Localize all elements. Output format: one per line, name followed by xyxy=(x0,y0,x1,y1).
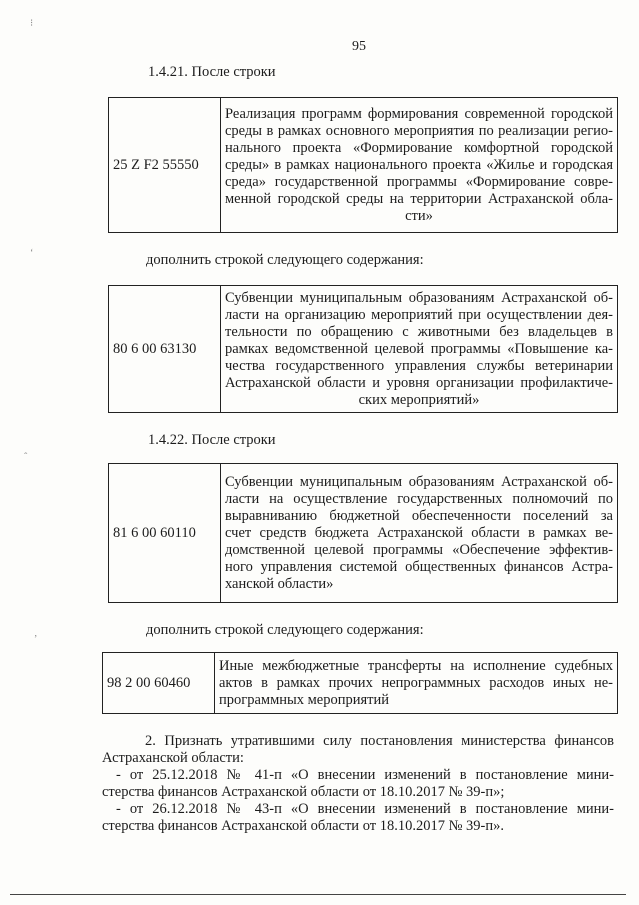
table-row xyxy=(103,653,618,714)
item-2-sub-2 xyxy=(102,801,614,835)
item-2-paragraph xyxy=(102,733,614,767)
table-new-row-2 xyxy=(102,652,618,714)
scan-mark: ‚ xyxy=(34,628,38,639)
table-new-row-1 xyxy=(108,285,618,413)
description-line: программных мероприятий xyxy=(219,691,390,708)
description-line: чества государственного управления службы ветеринарии xyxy=(225,357,613,374)
add-row-instruction: дополнить строкой следующего содержания: xyxy=(146,622,424,638)
description-line: ханской области» xyxy=(225,575,334,592)
page-number: 95 xyxy=(352,39,366,54)
table-row xyxy=(109,98,618,233)
row-description xyxy=(221,98,618,233)
description-line: актов в рамках прочих непрограммных расходов иных не- xyxy=(219,674,613,691)
description-line: тельности по обращению с животными без владельцев в xyxy=(225,323,613,340)
budget-code: 80 6 00 63130 xyxy=(109,286,221,413)
scan-mark: ⁝ xyxy=(30,18,34,29)
budget-code: 98 2 00 60460 xyxy=(103,653,215,714)
scan-mark: ˆ xyxy=(24,452,28,463)
section-heading-1-4-21: 1.4.21. После строки xyxy=(148,64,276,80)
table-old-row-1 xyxy=(108,97,618,233)
description-line: Реализация программ формирования современной городской xyxy=(225,105,613,122)
budget-code: 81 6 00 60110 xyxy=(109,464,221,603)
description-line: Астраханской области и уровня организации профилактиче- xyxy=(225,374,613,391)
description-line: ских мероприятий» xyxy=(358,391,480,408)
paragraph-line: - от 25.12.2018 № 41-п «О внесении изменений в постановление мини- xyxy=(116,767,614,783)
paragraph-line: 2. Признать утратившими силу постановления министерства финансов xyxy=(145,733,614,749)
description-line: ласти на организацию мероприятий при осуществлении дея- xyxy=(225,306,613,323)
scan-mark: ʻ xyxy=(30,248,34,259)
table-row xyxy=(109,464,618,603)
bottom-rule xyxy=(10,894,626,895)
row-description xyxy=(221,464,618,603)
item-2-sub-1 xyxy=(102,767,614,801)
add-row-instruction: дополнить строкой следующего содержания: xyxy=(146,252,424,268)
description-line: рамках ведомственной целевой программы «Повышение ка- xyxy=(225,340,613,357)
description-line: сти» xyxy=(405,207,433,224)
table-old-row-2 xyxy=(108,463,618,603)
description-line: ного управления системой общественных финансов Астра- xyxy=(225,558,613,575)
description-line: Субвенции муниципальным образованиям Астраханской об- xyxy=(225,289,613,306)
description-line: среды в рамках основного мероприятия по реализации регио- xyxy=(225,122,613,139)
description-line: домственной целевой программы «Обеспечение эффектив- xyxy=(225,541,613,558)
row-description xyxy=(215,653,618,714)
description-line: среда» государственной программы «Формирование совре- xyxy=(225,173,613,190)
section-heading-1-4-22: 1.4.22. После строки xyxy=(148,432,276,448)
paragraph-line: - от 26.12.2018 № 43-п «О внесении изменений в постановление мини- xyxy=(116,801,614,817)
table-row xyxy=(109,286,618,413)
description-line: среды» в рамках национального проекта «Жилье и городская xyxy=(225,156,613,173)
description-line: менной городской среды на территории Астраханской обла- xyxy=(225,190,613,207)
row-description xyxy=(221,286,618,413)
paragraph-line: Астраханской области: xyxy=(102,750,244,766)
paragraph-line: стерства финансов Астраханской области от 18.10.2017 № 39-п». xyxy=(102,818,505,834)
description-line: Иные межбюджетные трансферты на исполнение судебных xyxy=(219,657,613,674)
description-line: счет средств бюджета Астраханской области в рамках ве- xyxy=(225,524,613,541)
description-line: нального проекта «Формирование комфортной городской xyxy=(225,139,613,156)
budget-code: 25 Z F2 55550 xyxy=(109,98,221,233)
description-line: Субвенции муниципальным образованиям Астраханской об- xyxy=(225,473,613,490)
description-line: ласти на осуществление государственных полномочий по xyxy=(225,490,613,507)
description-line: выравниванию бюджетной обеспеченности поселений за xyxy=(225,507,613,524)
paragraph-line: стерства финансов Астраханской области от 18.10.2017 № 39-п»; xyxy=(102,784,505,800)
